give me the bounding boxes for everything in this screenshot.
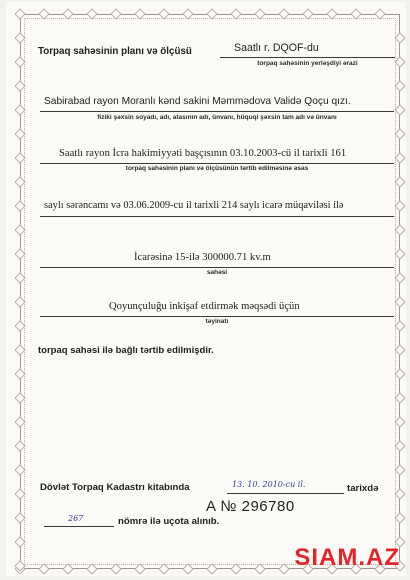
watermark-logo: SIAM.AZ [294, 544, 400, 571]
basis-caption: torpaq sahəsinin planı və ölçüsünün tərtib edilməsinə əsas [125, 165, 309, 172]
basis-underline-1 [40, 163, 394, 164]
registry-date-underline [227, 493, 344, 494]
basis-underline-2 [40, 216, 394, 217]
certificate-page [6, 2, 406, 576]
registry-date-suffix: tarixdə [347, 483, 379, 494]
location-underline [220, 57, 395, 58]
area-underline [40, 267, 394, 268]
location-caption: torpaq sahəsinin yerləşdiyi ərazi [257, 60, 358, 67]
purpose-underline [40, 316, 394, 317]
owner-value: Sabirabad rayon Moranlı kənd sakini Məmmədova Validə Qoçu qızı. [44, 96, 351, 107]
serial-number: A № 296780 [206, 498, 295, 515]
registry-date: 13. 10. 2010-cu il. [232, 480, 306, 489]
registry-number: 267 [68, 514, 84, 523]
basis-line-1: Saatlı rayon İcra hakimiyyəti başçısının 03.10.2003-cü il tarixli 161 [59, 148, 347, 159]
location-value: Saatlı r. DQOF-du [234, 42, 319, 54]
closing-text: torpaq sahəsi ilə bağlı tərtib edilmişdir. [38, 345, 214, 356]
purpose-caption: təyinatı [205, 318, 229, 325]
plan-label: Torpaq sahəsinin planı və ölçüsü [38, 46, 192, 57]
purpose-value: Qoyunçuluğu inkişaf etdirmək məqsədi üçün [109, 301, 300, 312]
owner-caption: fiziki şəxsin soyadı, adı, atasının adı, ünvanı, hüquqi şəxsin tam adı və ünvanı [97, 114, 337, 121]
basis-line-2: saylı sərəncamı və 03.06.2009-cu il tarixli 214 saylı icarə müqaviləsi ilə [44, 200, 344, 211]
registry-number-suffix: nömrə ilə uçota alınıb. [118, 516, 220, 527]
area-caption: sahəsi [206, 269, 228, 276]
owner-underline [40, 111, 394, 112]
registry-label: Dövlət Torpaq Kadastrı kitabında [40, 482, 190, 493]
registry-number-underline [44, 526, 114, 527]
area-value: İcarəsinə 15-ilə 300000.71 kv.m [134, 252, 271, 263]
